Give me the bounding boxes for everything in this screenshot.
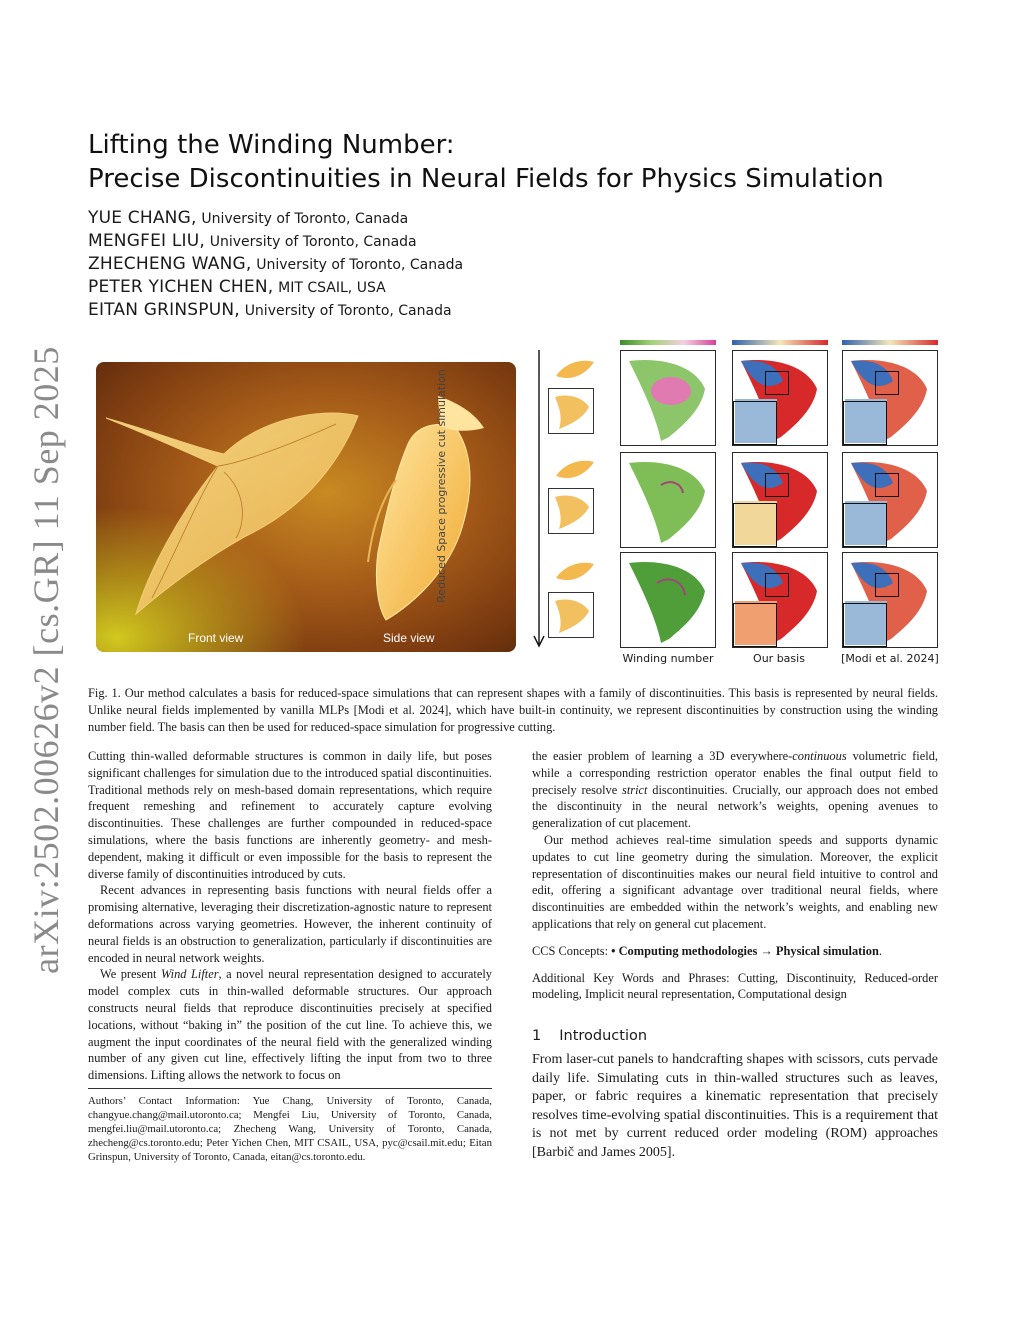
zoom-inset bbox=[733, 503, 777, 547]
method-name: Wind Lifter bbox=[161, 967, 219, 982]
section-title: Introduction bbox=[559, 1028, 648, 1044]
author-2 bbox=[88, 231, 417, 251]
leaf-2d-thumbnail bbox=[548, 388, 594, 434]
winding-colorbar bbox=[620, 340, 716, 345]
keywords: Additional Key Words and Phrases: Cutting, Discontinuity, Reduced-order modeling, Implicit neural representation, Computational design bbox=[532, 970, 938, 1002]
author-5 bbox=[88, 300, 452, 320]
author-affiliation: MIT CSAIL, USA bbox=[278, 280, 386, 296]
ccs-concepts: CCS Concepts: • Computing methodologies → Physical simulation. bbox=[532, 943, 882, 958]
leaf-photo bbox=[96, 362, 516, 652]
author-affiliation: University of Toronto, Canada bbox=[244, 303, 452, 319]
abstract-paragraph-2: Recent advances in representing basis functions with neural fields offer a promising alternative, leveraging their discretization-agnostic nature to represent deformations across varying geometries. However, the inherent continuity of neural fields is an obstruction to generalization, particularly if discontinuities are encoded in neural network weights. bbox=[88, 883, 492, 965]
contact-footnote: Authors’ Contact Information: Yue Chang, University of Toronto, Canada, changyue.chang@mail.utoronto.ca; Mengfei Liu, University of Toronto, Canada, mengfei.liu@mail.utoronto.ca; Zhecheng Wang, University of Toronto, Canada, zhecheng@cs.toronto.edu; Peter Yichen Chen, MIT CSAIL, USA, pyc@csail.mit.edu; Eitan Grinspun, University of Toronto, Canada, eitan@cs.toronto.edu. bbox=[88, 1095, 492, 1163]
author-4 bbox=[88, 277, 386, 297]
author-affiliation: University of Toronto, Canada bbox=[209, 234, 417, 250]
down-arrow-icon bbox=[532, 350, 546, 650]
our-basis-panel bbox=[732, 552, 828, 648]
abstract-paragraph-4: the easier problem of learning a 3D everywhere-continuous volumetric field, while a corresponding restriction operator enables the final output field to precisely resolve strict discontinuities. Crucially, our approach does not embed the discontinuity in the neural network’s weights, opening avenues to generalization of cut placement. bbox=[532, 749, 939, 831]
winding-number-panel bbox=[620, 552, 716, 648]
zoom-inset bbox=[843, 503, 887, 547]
leaf-2d-thumbnail bbox=[548, 488, 594, 534]
introduction-paragraph: From laser-cut panels to handcrafting shapes with scissors, cuts pervade daily life. Simulating cuts in thin-walled structures such as leaves, paper, or fabric requires a kinematic representation that precisely resolves time-evolving spatial discontinuities. This is a requirement that is not met by current reduced order modeling (ROM) approaches [Barbič and James 2005]. bbox=[532, 1052, 938, 1160]
modi-panel bbox=[842, 452, 938, 548]
arxiv-identifier: arXiv:2502.00626v2 [cs.GR] 11 Sep 2025 bbox=[26, 346, 66, 974]
author-name: MENGFEI LIU, bbox=[88, 231, 205, 251]
abstract-paragraph-1: Cutting thin-walled deformable structures is common in daily life, but poses significant challenges for simulation due to the introduced spatial discontinuities. Traditional methods rely on mesh-based domain representations, which require frequent remeshing and refinement to accurately capture evolving discontinuities. These challenges are further compounded in reduced-space simulations, where the basis functions are inherently geometry- and mesh-dependent, making it difficult or even impossible for the basis to represent the diverse family of discontinuities introduced by cuts. bbox=[88, 749, 492, 881]
author-affiliation: University of Toronto, Canada bbox=[256, 257, 464, 273]
section-number: 1 bbox=[532, 1028, 542, 1044]
leaf-2d-thumbnail bbox=[548, 592, 594, 638]
leaf-3d-thumbnail bbox=[550, 454, 600, 484]
abstract-left-column bbox=[88, 748, 492, 1084]
author-name: ZHECHENG WANG, bbox=[88, 254, 252, 274]
our-basis-panel bbox=[732, 452, 828, 548]
side-view-label: Side view bbox=[383, 631, 435, 645]
column-label-modi: [Modi et al. 2024] bbox=[841, 652, 939, 665]
zoom-inset bbox=[843, 401, 887, 445]
author-name: PETER YICHEN CHEN, bbox=[88, 277, 274, 297]
abstract-paragraph-3: We present Wind Lifter, a novel neural representation designed to accurately model complex cuts in thin-walled deformable structures. Our approach constructs neural fields that reproduce discontinuities precisely at specified locations, without “baking in” the position of the cut line. To achieve this, we augment the input coordinates of the neural field with the generalized winding number of any given cut line, effectively lifting the input from two to three dimensions. Lifting allows the network to focus on bbox=[88, 967, 492, 1083]
author-3 bbox=[88, 254, 463, 274]
zoom-inset bbox=[843, 603, 887, 647]
abstract-paragraph-5: Our method achieves real-time simulation speeds and supports dynamic updates to cut line geometry during the simulation. Moreover, the explicit representation of discontinuities makes our neural field intuitive to control and edit, offering a significant advantage over traditional neural fields, where discontinuities are embedded within the network’s weights, and enabling new applications that rely on general cut placement. bbox=[532, 832, 938, 931]
basis-colorbar bbox=[732, 340, 828, 345]
zoom-box bbox=[765, 371, 789, 395]
section-heading bbox=[532, 1028, 647, 1044]
figure-caption: Fig. 1. Our method calculates a basis for reduced-space simulations that can represent shapes with a family of discontinuities. This basis is represented by neural fields. Unlike neural fields implemented by vanilla MLPs [Modi et al. 2024], which have built-in continuity, we represent discontinuities by construction using the winding number field. The basis can then be used for reduced-space simulation for progressive cutting. bbox=[88, 686, 938, 734]
zoom-box bbox=[765, 573, 789, 597]
column-label-basis: Our basis bbox=[753, 652, 805, 665]
leaf-3d-thumbnail bbox=[550, 354, 600, 384]
ccs-value: • Computing methodologies → Physical simulation bbox=[611, 943, 879, 958]
figure-1 bbox=[88, 338, 948, 668]
zoom-box bbox=[875, 371, 899, 395]
author-1 bbox=[88, 208, 408, 228]
paper-title bbox=[88, 128, 948, 196]
winding-number-panel bbox=[620, 452, 716, 548]
modi-panel bbox=[842, 350, 938, 446]
abstract-right-column bbox=[532, 748, 938, 1003]
zoom-inset bbox=[733, 603, 777, 647]
leaf-3d-thumbnail bbox=[550, 556, 600, 586]
author-affiliation: University of Toronto, Canada bbox=[201, 211, 409, 227]
title-line-1: Lifting the Winding Number: bbox=[88, 130, 455, 160]
author-name: YUE CHANG, bbox=[88, 208, 197, 228]
author-name: EITAN GRINSPUN, bbox=[88, 300, 240, 320]
progress-axis bbox=[431, 348, 451, 648]
vertical-axis-label: Reduced Space progressive cut simulation bbox=[435, 369, 448, 603]
modi-panel bbox=[842, 552, 938, 648]
footnote-rule bbox=[88, 1088, 492, 1089]
column-label-winding: Winding number bbox=[622, 652, 714, 665]
modi-colorbar bbox=[842, 340, 938, 345]
zoom-inset bbox=[733, 401, 777, 445]
our-basis-panel bbox=[732, 350, 828, 446]
front-view-label: Front view bbox=[188, 631, 244, 645]
ginkgo-leaf-photo-image bbox=[96, 362, 516, 652]
winding-number-panel bbox=[620, 350, 716, 446]
zoom-box bbox=[765, 473, 789, 497]
title-line-2: Precise Discontinuities in Neural Fields for Physics Simulation bbox=[88, 164, 884, 194]
zoom-box bbox=[875, 473, 899, 497]
zoom-box bbox=[875, 573, 899, 597]
